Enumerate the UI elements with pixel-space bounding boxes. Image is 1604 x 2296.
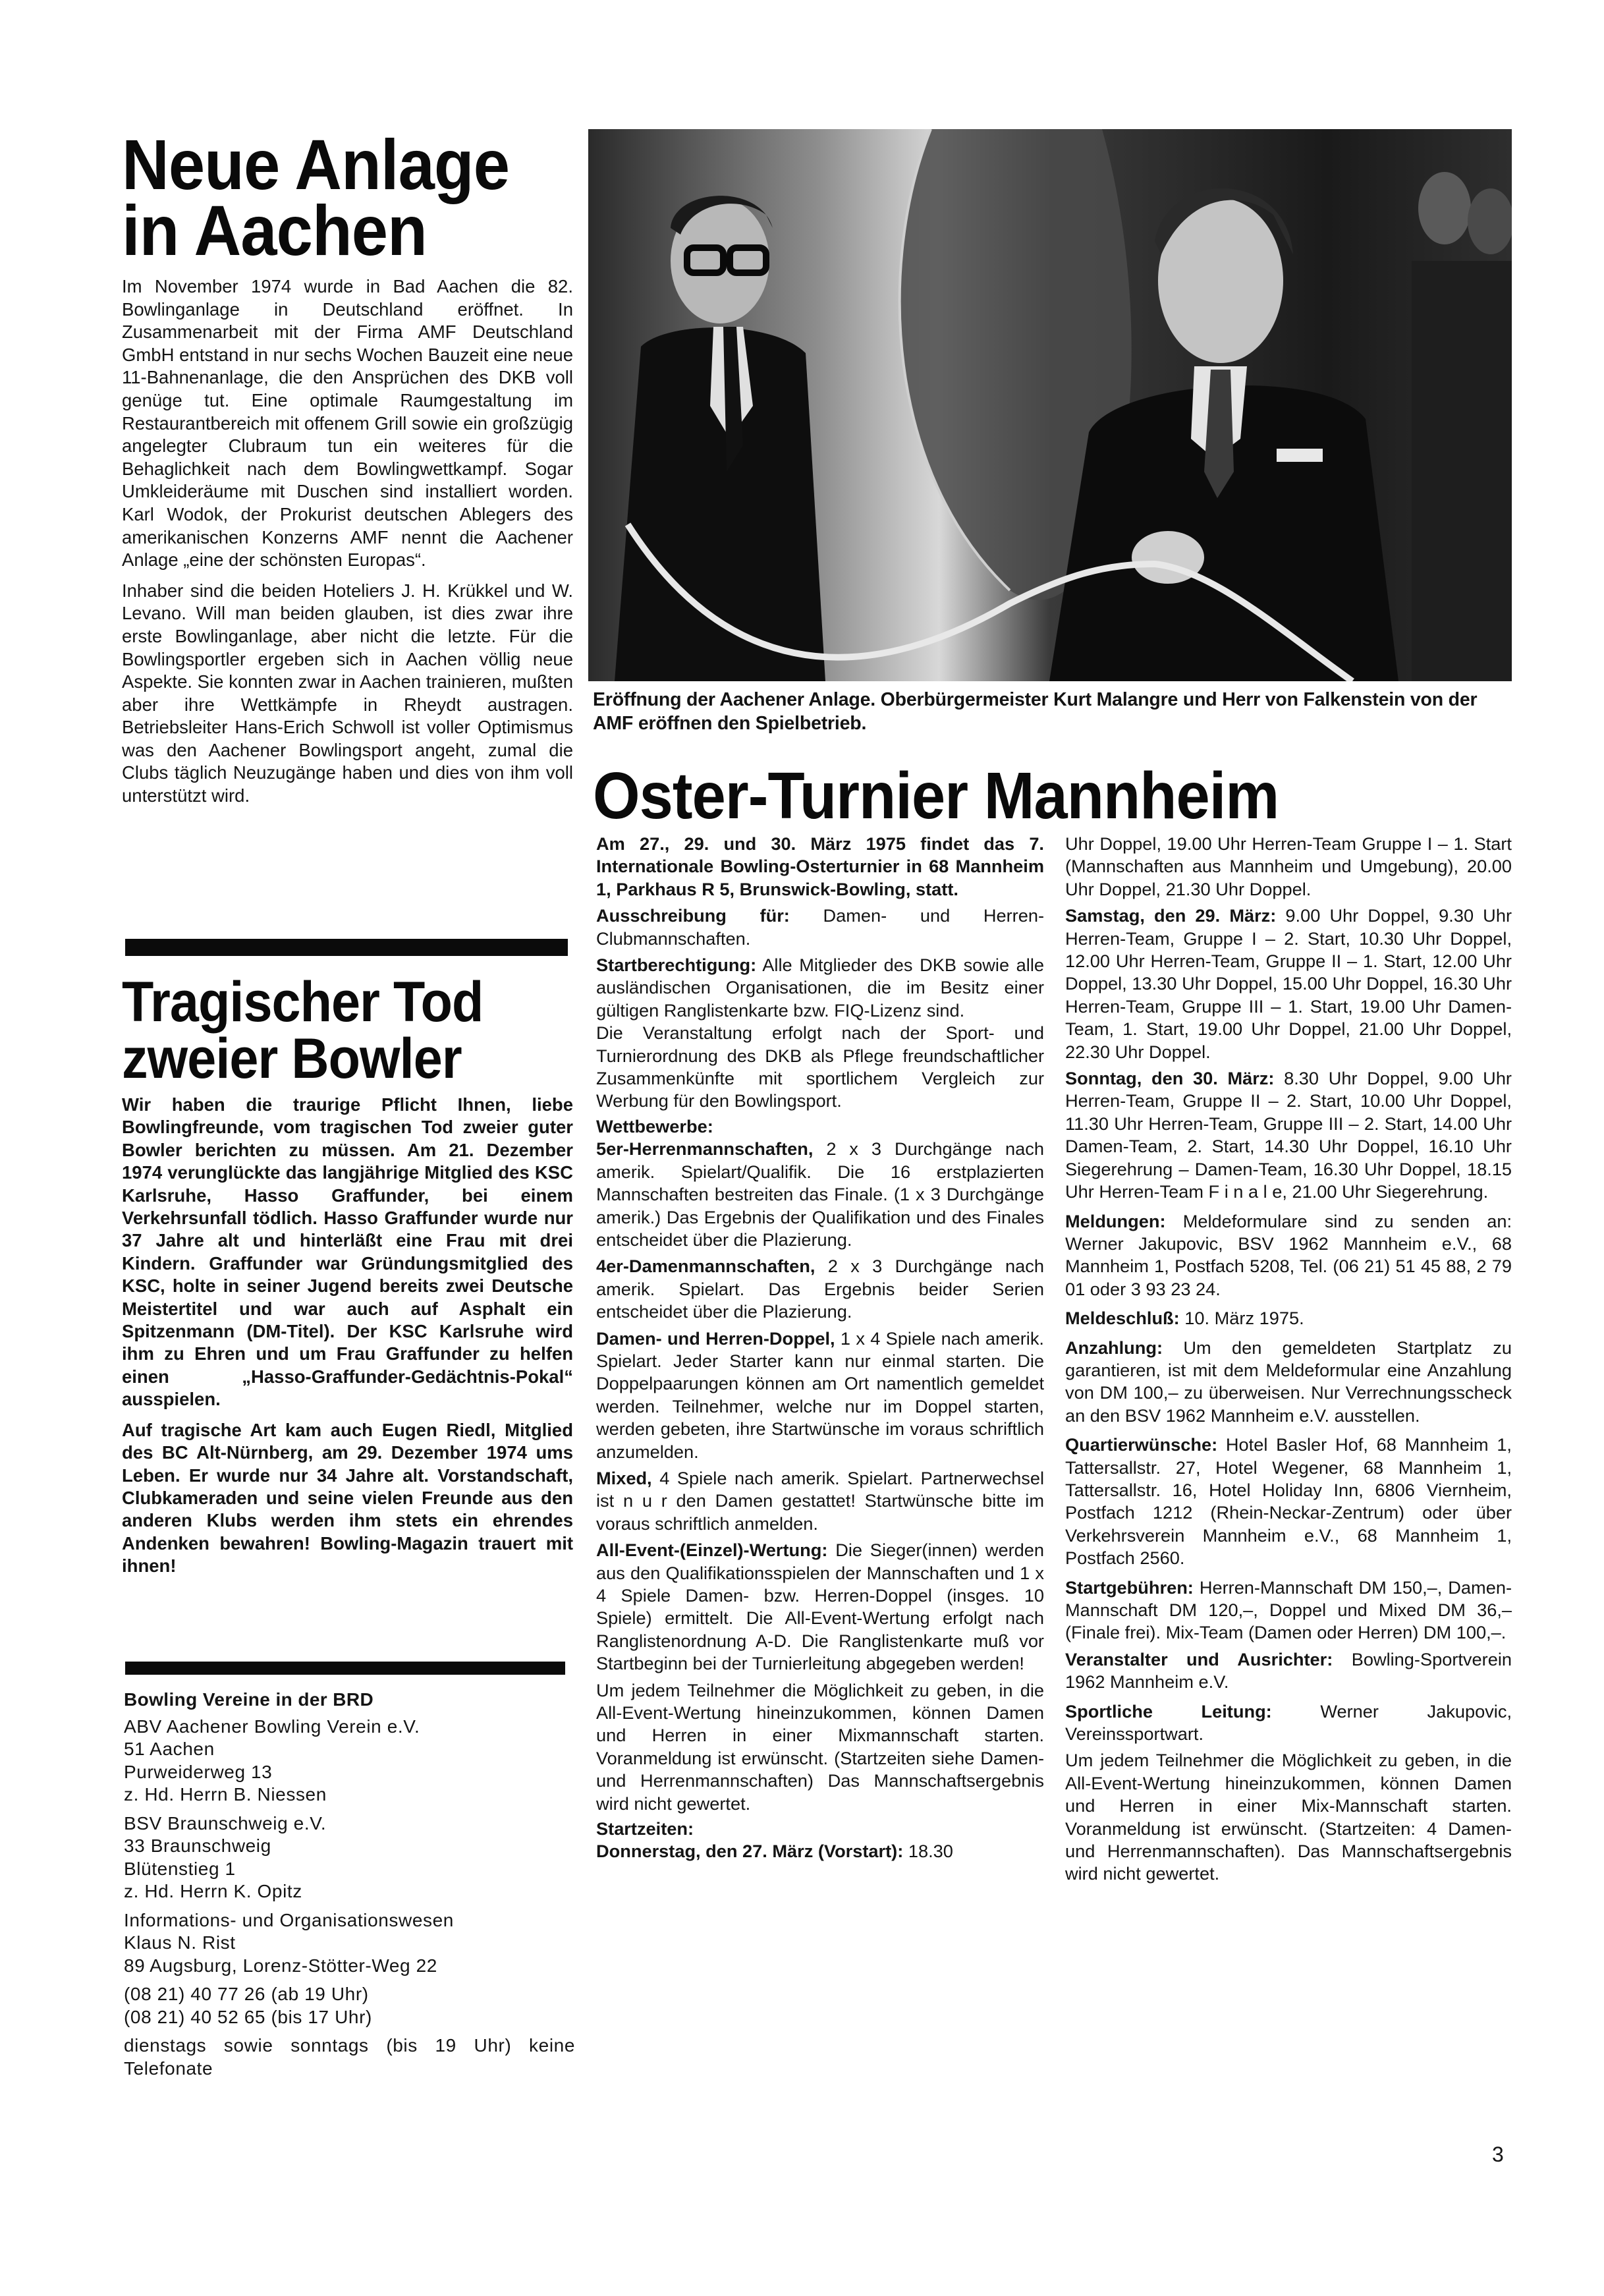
label-startzeiten: Startzeiten: [596,1818,694,1839]
oster-paragraph [1065,1434,1512,1569]
verein-street: Purweiderweg 13 [124,1761,273,1782]
label-samstag: Samstag, den 29. März: [1065,905,1277,926]
oster-paragraph [1065,1067,1512,1203]
text-mix-mannschaft: Um jedem Teilnehmer die Möglichkeit zu geben, in die All-Event-Wertung hineinzukommen, können Damen und Herren in einer Mix-Mannschaft starten. Voranmeldung ist erwünscht. (Startzeiten: 4 Damen- und Herrenmannschaften). Das Mannschaftsergebnis wird nicht gewertet. [1065,1750,1512,1884]
headline-oster-turnier: Oster-Turnier Mannheim [593,759,1279,833]
text-meldungen: Meldeformulare sind zu senden an: Werner Jakupovic, BSV 1962 Mannheim e.V., 68 Mannheim 1, Postfach 5208, Tel. (06 21) 51 45 88, 2 79 01 oder 3 93 23 24. [1065,1210,1512,1299]
oster-paragraph [596,1467,1044,1535]
label-donnerstag: Donnerstag, den 27. März (Vorstart): [596,1841,904,1862]
label-herrenmannschaften: 5er-Herrenmannschaften, [596,1138,814,1160]
text-startberechtigung: Alle Mitglieder des DKB sowie alle ausländischen Organisationen, die im Besitz einer gültigen Ranglistenkarte bzw. FIQ-Lizenz sind. [596,955,1044,1021]
article-body [122,1094,573,1578]
oster-paragraph [1065,1337,1512,1428]
photo-caption: Eröffnung der Aachener Anlage. Oberbürgermeister Kurt Malangre und Herr von Falkenstein von der AMF eröffnen den Spielbetrieb. [593,689,1478,734]
oster-paragraph [1065,1577,1512,1644]
oster-paragraph [1065,1700,1512,1746]
vereine-list [124,1689,575,2080]
page-number: 3 [1492,2142,1504,2166]
text-herrenmannschaften: 2 x 3 Durchgänge nach amerik. Spielart/Qualifik. Die 16 erstplazierten Mannschaften bestreiten das Finale. (1 x 3 Durchgänge amerik.) Das Ergebnis der Qualifikation und des Finales entscheidet über die Plazierung. [596,1138,1044,1250]
oster-paragraph [596,954,1044,1022]
verein-street: Blütenstieg 1 [124,1858,236,1879]
verein-city: 51 Aachen [124,1739,215,1759]
oster-intro: Am 27., 29. und 30. März 1975 findet das 7. Internationale Bowling-Osterturnier in 68 Mannheim 1, Parkhaus R 5, Brunswick-Bowling, statt. [596,833,1044,899]
text-donnerstag: 18.30 [903,1841,953,1862]
verein-name: ABV Aachener Bowling Verein e.V. [124,1716,420,1737]
oster-paragraph [596,1328,1044,1463]
phone-number: (08 21) 40 77 26 (ab 19 Uhr) [124,1984,369,2004]
info-title: Informations- und Organisationswesen [124,1909,454,1930]
label-doppel: Damen- und Herren-Doppel, [596,1328,835,1349]
oster-paragraph [596,1679,1044,1815]
paragraph: Wir haben die traurige Pflicht Ihnen, liebe Bowlingfreunde, vom tragischen Tod zweier guter Bowler berichten zu müssen. Am 21. Dezember 1974 verunglückte das langjährige Mitglied des KSC Karlsruhe, Hasso Graffunder, bei einem Verkehrsunfall tödlich. Hasso Graffunder wurde nur 37 Jahre alt und hinterläßt eine Frau mit drei Kindern. Graffunder war Gründungsmitglied des KSC, holte in seiner Jugend bereits zwei Deutsche Meistertitel und war auch auf Asphalt ein Spitzenmann (DM-Titel). Der KSC Karlsruhe wird ihm zu Ehren und um Frau Graffunder zu helfen einen „Hasso-Graffunder-Gedächtnis-Pokal“ ausspielen. [122,1094,573,1410]
note-block [124,2034,575,2080]
text-veranstalter: Bowling-Sportverein 1962 Mannheim e.V. [1065,1648,1512,1693]
verein-name: BSV Braunschweig e.V. [124,1812,327,1834]
oster-column-2 [1065,833,1512,1886]
verein-block [124,1812,575,1903]
oster-paragraph [596,833,1044,901]
label-mixed: Mixed, [596,1467,652,1488]
text-mixed: 4 Spiele nach amerik. Spielart. Partnerwechsel ist n u r den Damen gestattet! Startwünsche bitte im voraus schriftlich anmelden. [596,1467,1044,1534]
text-sonntag: 8.30 Uhr Doppel, 9.00 Uhr Herren-Team, Gruppe II – 2. Start, 10.00 Uhr Doppel, 11.30 Uhr Herren-Team, Gruppe III – 2. Start, 14.00 Uhr Damen-Team, 2. Start, 14.30 Uhr Doppel, 16.10 Uhr Siegerehrung – Damen-Team, 16.30 Uhr Doppel, 18.15 Uhr Herren-Team F i n a l e, 21.00 Uhr Siegerehrung. [1065,1068,1512,1202]
text-anzahlung: Um den gemeldeten Startplatz zu garantieren, ist mit dem Meldeformular eine Anzahlung von DM 100,– zu überweisen. Nur Verrechnungsscheck an den BSV 1962 Mannheim e.V. ausstellen. [1065,1337,1512,1426]
text-damenmannschaften: 2 x 3 Durchgänge nach amerik. Spielart. Das Ergebnis beider Serien entscheidet über die Plazierung. [596,1256,1044,1322]
paragraph: Im November 1974 wurde in Bad Aachen die 82. Bowlinganlage in Deutschland eröffnet. In Zusammenarbeit mit der Firma AMF Deutschland GmbH entstand in nur sechs Wochen Bauzeit eine neue 11-Bahnenanlage, die den Ansprüchen des DKB voll genüge tut. Eine optimale Raumgestaltung im Restaurantbereich mit offenem Grill sowie ein großzügig angelegter Clubraum tun ein weiteres für die Behaglichkeit nach dem Bowlingwettkampf. Sogar Umkleideräume mit Duschen sind installiert worden. Karl Wodok, der Prokurist deutschen Ablegers des amerikanischen Konzerns AMF nennt die Aachener Anlage „eine der schönsten Europas“. [122,276,573,571]
text-donnerstag-cont: Uhr Doppel, 19.00 Uhr Herren-Team Gruppe I – 1. Start (Mannschaften aus Mannheim und Umgebung), 20.00 Uhr Doppel, 21.30 Uhr Doppel. [1065,833,1512,899]
verein-contact: z. Hd. Herrn B. Niessen [124,1784,327,1805]
oster-paragraph [1065,1749,1512,1885]
text-mixmannschaft: Um jedem Teilnehmer die Möglichkeit zu geben, in die All-Event-Wertung hineinzukommen, können Damen und Herren in einer Mixmannschaft starten. Voranmeldung ist erwünscht. (Startzeiten siehe Damen- und Herrenmannschaften) Das Mannschaftsergebnis wird nicht gewertet. [596,1679,1044,1814]
verein-city: 33 Braunschweig [124,1835,271,1856]
label-sonntag: Sonntag, den 30. März: [1065,1068,1275,1089]
headline-tragischer-tod [122,970,537,1090]
label-anzahlung: Anzahlung: [1065,1337,1163,1358]
phone-number: (08 21) 40 52 65 (bis 17 Uhr) [124,2006,372,2027]
article-neue-anlage [122,125,573,808]
paragraph: Inhaber sind die beiden Hoteliers J. H. Krükkel und W. Levano. Will man beiden glauben, ist dies zwar ihre erste Bowlinganlage, aber nicht die letzte. Für die Bowlingsportler ergeben sich in Aachen völlig neue Aspekte. Sie konnten zwar in Aachen trainieren, mußten aber ihre Wettkämpfe in Rheydt austragen. Betriebsleiter Hans-Erich Schwoll ist voller Optimismus was den Aachener Bowlingsport angeht, zumal die Clubs täglich Neuzugänge haben und dies von ihm voll unterstützt wird. [122,580,573,806]
text-doppel: 1 x 4 Spiele nach amerik. Spielart. Jeder Starter kann nur einmal starten. Die Doppelpaarungen können am Ort namentlich gemeldet werden. Teilnehmer, welche nur im Doppel starten, werden gebeten, ihre Startwünsche im voraus schriftlich anzumelden. [596,1328,1044,1462]
oster-paragraph [596,1539,1044,1675]
headline-line-2: zweier Bowler [122,1027,462,1090]
oster-column-1 [596,833,1044,1863]
article-body [122,275,573,808]
label-all-event: All-Event-(Einzel)-Wertung: [596,1540,828,1561]
oster-paragraph [596,905,1044,950]
text-meldeschluss: 10. März 1975. [1179,1308,1304,1329]
headline-line-1: Neue Anlage [122,125,510,204]
text-ausschreibung: Damen- und Herren-Clubmannschaften. [596,905,1044,949]
headline-neue-anlage [122,125,537,270]
phone-block [124,1983,575,2029]
text-sportliche-leitung: Werner Jakupovic, Vereinssportwart. [1065,1700,1512,1745]
label-ausschreibung: Ausschreibung für: [596,905,790,926]
label-startgebuehren: Startgebühren: [1065,1577,1194,1598]
phone-note: dienstags sowie sonntags (bis 19 Uhr) keine Telefonate [124,2035,575,2079]
headline-line-1: Tragischer Tod [122,970,484,1034]
verein-block [124,1716,575,1806]
oster-paragraph [596,1022,1044,1113]
label-quartierwuensche: Quartierwünsche: [1065,1434,1218,1455]
oster-paragraph [1065,1648,1512,1694]
text-all-event: Die Sieger(innen) werden aus den Qualifikationsspielen der Mannschaften und 1 x 4 Spiele Damen- bzw. Herren-Doppel (insges. 10 Spiele) ermittelt. Die All-Event-Wertung erfolgt nach Ranglistenordnung A-D. Die Ranglistenkarte muß vor Startbeginn bei der Turnierleitung abgegeben werden! [596,1540,1044,1674]
vereine-heading: Bowling Vereine in der BRD [124,1689,374,1710]
label-wettbewerbe: Wettbewerbe: [596,1115,713,1136]
oster-paragraph [1065,1307,1512,1330]
oster-paragraph [1065,1210,1512,1301]
verein-contact: z. Hd. Herrn K. Opitz [124,1881,302,1901]
oster-paragraph [596,1115,1044,1138]
article-tragischer-tod [122,970,573,1578]
label-startberechtigung: Startberechtigung: [596,955,757,976]
label-meldungen: Meldungen: [1065,1210,1166,1231]
opening-photo [588,129,1512,681]
oster-paragraph [1065,905,1512,1063]
photo-illustration [588,129,1512,681]
section-divider [125,939,568,956]
oster-paragraph [596,1840,1044,1862]
info-address: 89 Augsburg, Lorenz-Stötter-Weg 22 [124,1955,437,1976]
oster-paragraph [596,1818,1044,1840]
section-divider [125,1662,565,1675]
oster-paragraph [596,1138,1044,1251]
info-person: Klaus N. Rist [124,1932,236,1953]
info-block [124,1909,575,1978]
label-damenmannschaften: 4er-Damenmannschaften, [596,1256,816,1277]
paragraph: Auf tragische Art kam auch Eugen Riedl, Mitglied des BC Alt-Nürnberg, am 29. Dezember 1974 ums Leben. Er wurde nur 34 Jahre alt. Vorstandschaft, Clubkameraden und seine vielen Freunde aus den anderen Klubs werden ihm stets ein ehrendes Andenken bewahren! Bowling-Magazin trauert mit ihnen! [122,1419,573,1577]
text-veranstaltung: Die Veranstaltung erfolgt nach der Sport- und Turnierordnung des DKB als Pflege freundschaftlicher Zusammenkünfte mit sportlichem Vergleich zur Werbung für den Bowlingsport. [596,1022,1044,1111]
label-sportliche-leitung: Sportliche Leitung: [1065,1700,1272,1722]
oster-paragraph [596,1255,1044,1323]
text-samstag: 9.00 Uhr Doppel, 9.30 Uhr Herren-Team, Gruppe I – 2. Start, 10.30 Uhr Doppel, 12.00 Uhr Herren-Team, Gruppe II – 1. Start, 12.00 Uhr Doppel, 13.30 Uhr Doppel, 15.00 Uhr Doppel, 16.30 Uhr Herren-Team, Gruppe III – 1. Start, 19.00 Uhr Damen-Team, 1. Start, 19.00 Uhr Doppel, 21.00 Uhr Doppel, 22.30 Uhr Doppel. [1065,905,1512,1062]
label-meldeschluss: Meldeschluß: [1065,1308,1180,1329]
headline-line-2: in Aachen [122,190,427,270]
oster-paragraph [1065,833,1512,901]
label-veranstalter: Veranstalter und Ausrichter: [1065,1648,1333,1669]
text-startgebuehren: Herren-Mannschaft DM 150,–, Damen-Mannschaft DM 120,–, Doppel und Mixed DM 36,– (Finale frei). Mix-Team (Damen oder Herren) DM 100,–. [1065,1577,1512,1643]
text-quartierwuensche: Hotel Basler Hof, 68 Mannheim 1, Tattersallstr. 27, Hotel Wegener, 68 Mannheim 1, Tattersallstr. 16, Hotel Holiday Inn, 6806 Viernheim, Postfach 1212 (Rhein-Neckar-Zentrum) oder über Verkehrsverein Mannheim e.V., 68 Mannheim 1, Postfach 2560. [1065,1434,1512,1569]
